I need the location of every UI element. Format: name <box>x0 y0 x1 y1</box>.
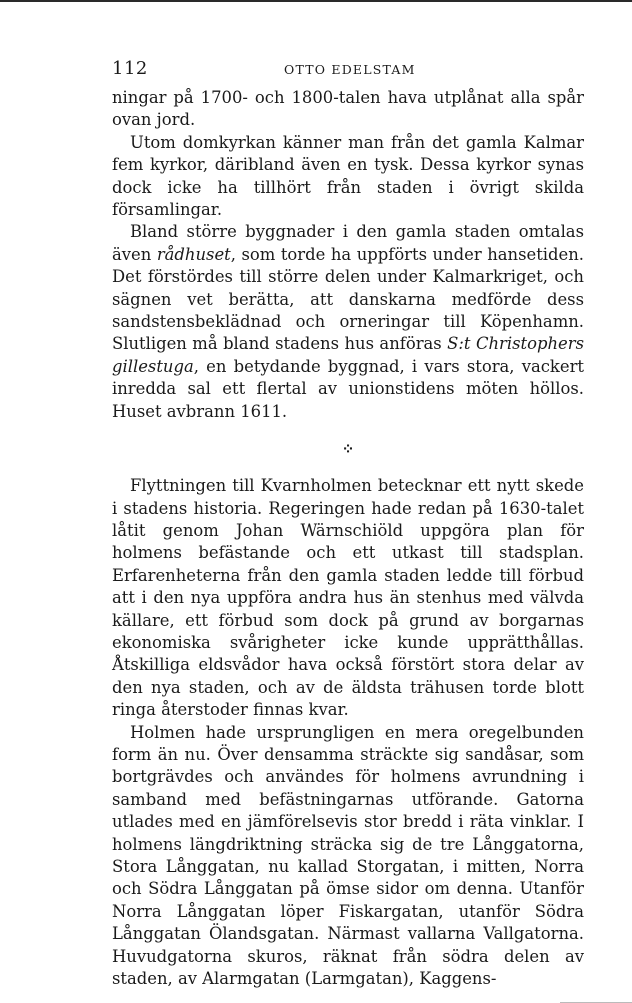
page-number: 112 <box>112 58 148 79</box>
running-head: OTTO EDELSTAM <box>284 62 416 77</box>
paragraph-kvarnholmen: Flyttningen till Kvarnholmen betecknar ett nytt skede i stadens historia. Regeringen hade redan på 1630-talet låtit genom Johan Wärnschiöld uppgöra plan för holmens befästande och ett utkast till stadsplan. Erfarenheterna från den gamla staden ledde till förbud att i den nya uppföra andra hus än stenhus med välvda källare, ett förbud som dock på grund av borgarnas ekonomiska svårigheter icke kunde upprätthållas. Åtskilliga eldsvådor hava också förstört stora delar av den nya staden, och av de äldsta trähusen torde blott ringa återstoder finnas kvar. <box>112 476 584 720</box>
paragraph-buildings-text-e: , en betydande byggnad, i vars stora, vackert inredda sal ett flertal av unionstidens möten höllos. Huset avbrann 1611. <box>112 356 584 421</box>
italic-radhuset: rådhuset <box>156 244 231 264</box>
paragraph-buildings <box>112 221 584 423</box>
body-text <box>112 87 584 990</box>
italic-gillestuga: S:t Christophers gillestuga <box>112 334 584 376</box>
paragraph-continuation: ningar på 1700- och 1800-talen hava utplånat alla spår ovan jord. <box>112 88 584 130</box>
page-header <box>112 58 584 84</box>
paragraph-buildings-text-a: Bland större byggnader i den gamla staden omtalas även <box>112 222 584 264</box>
paragraph-churches: Utom domkyrkan känner man från det gamla Kalmar fem kyrkor, däribland även en tysk. Dessa kyrkor synas dock icke ha tillhört från staden i övrigt skilda församlingar. <box>112 132 584 220</box>
top-border-rule <box>0 0 632 2</box>
paragraph-buildings-text-c: , som torde ha uppförts under hansetiden. Det förstördes till större delen under Kalmarkriget, och sägnen vet berätta, att danskarna medförde dess sandstensbeklädnad och orneringar till Köpenhamn. Slutligen må bland stadens hus anföras <box>112 244 584 354</box>
section-ornament: ⁘ <box>341 440 355 459</box>
paragraph-holmen: Holmen hade ursprungligen en mera oregelbunden form än nu. Över densamma sträckte sig sandåsar, som bortgrävdes och användes för holmens avrundning i samband med befästningarnas utförande. Gatorna utlades med en jämförelsevis stor bredd i räta vinklar. I holmens längdriktning sträcka sig de tre Långgatorna, Stora Långgatan, nu kallad Storgatan, i mitten, Norra och Södra Långgatan på ömse sidor om denna. Utanför Norra Långgatan löper Fiskargatan, utanför Södra Långgatan Ölandsgatan. Närmast vallarna Vallgatorna. Huvudgatorna skuros, räknat från södra delen av staden, av Alarmgatan (Larmgatan), Kaggens- <box>112 722 584 989</box>
